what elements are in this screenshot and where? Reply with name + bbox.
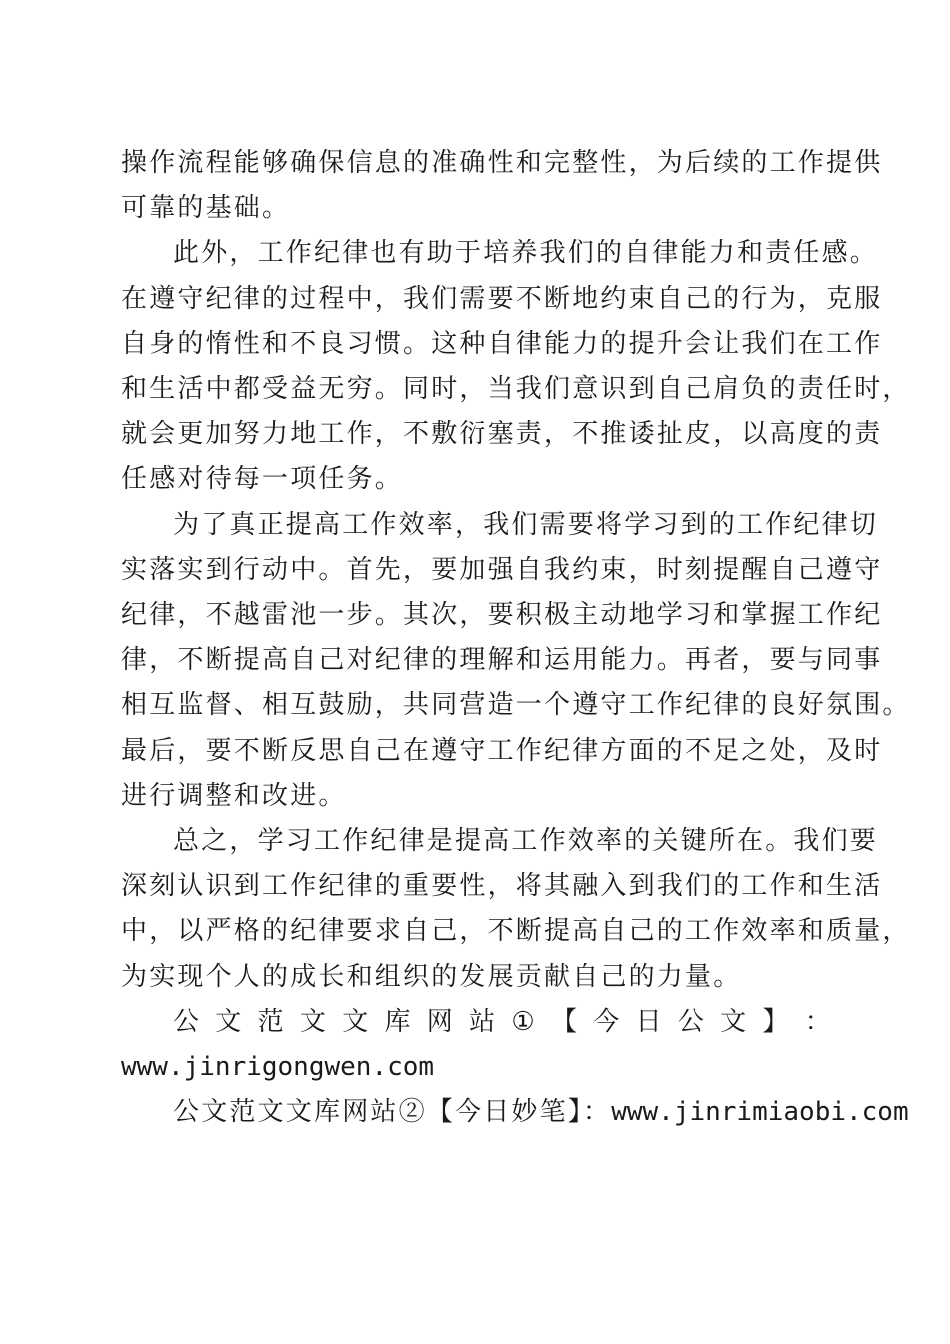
label-char: 公: [173, 1006, 202, 1037]
text-line: 可靠的基础。: [121, 193, 291, 224]
paragraph-2: [121, 231, 911, 502]
label-char: 库: [384, 1006, 413, 1037]
text-line: 律，不断提高自己对纪律的理解和运用能力。再者，要与同事: [121, 645, 883, 676]
text-line: 总之，学习工作纪律是提高工作效率的关键所在。我们要: [173, 826, 879, 857]
label-char: 今: [593, 1006, 622, 1037]
label-char: 文: [720, 1006, 749, 1037]
text-line: 实落实到行动中。首先，要加强自我约束，时刻提醒自己遵守: [121, 554, 883, 585]
label-char: 】: [762, 1006, 791, 1037]
label-char: 文: [215, 1006, 244, 1037]
label-char: 网: [426, 1006, 455, 1037]
label-char: 文: [299, 1006, 329, 1037]
paragraph-4: [121, 819, 911, 1000]
text-line: 相互监督、相互鼓励，共同营造一个遵守工作纪律的良好氛围。: [121, 690, 911, 721]
text-line: 操作流程能够确保信息的准确性和完整性，为后续的工作提供: [121, 148, 883, 178]
label-char: 站: [469, 1006, 498, 1037]
label-char: 文: [342, 1006, 371, 1037]
text-line: 最后，要不断反思自己在遵守工作纪律方面的不足之处，及时: [121, 735, 883, 766]
footer-link-2: [121, 1090, 909, 1135]
footer-link-1-label: [121, 1000, 833, 1045]
footer-link-1: [121, 1000, 833, 1090]
text-line: 中，以严格的纪律要求自己，不断提高自己的工作效率和质量，: [121, 916, 911, 947]
label-char: 日: [635, 1006, 664, 1037]
text-line: 为实现个人的成长和组织的发展贡献自己的力量。: [121, 961, 742, 992]
text-line: 任感对待每一项任务。: [121, 464, 404, 495]
document-body: [121, 141, 911, 1135]
text-line: 此外，工作纪律也有助于培养我们的自律能力和责任感。: [173, 238, 879, 269]
text-line: 在遵守纪律的过程中，我们需要不断地约束自己的行为，克服: [121, 283, 883, 314]
text-line: 和生活中都受益无穷。同时，当我们意识到自己肩负的责任时，: [121, 374, 911, 405]
paragraph-1: [121, 141, 883, 231]
text-line: 为了真正提高工作效率，我们需要将学习到的工作纪律切: [173, 509, 879, 540]
paragraph-3: [121, 503, 911, 819]
footer-link-1-url[interactable]: www.jinrigongwen.com: [121, 1052, 435, 1083]
label-char: 【: [550, 1006, 580, 1037]
label-char: 公: [677, 1006, 707, 1037]
text-line: 进行调整和改进。: [121, 780, 347, 811]
footer-link-2-label: 公文范文文库网站②【今日妙笔】：: [173, 1097, 612, 1128]
text-line: 就会更加努力地工作，不敷衍塞责，不推诿扯皮，以高度的责: [121, 419, 883, 450]
label-char: 范: [257, 1006, 286, 1037]
footer-link-2-url[interactable]: www.jinrimiaobi.com: [611, 1097, 909, 1128]
text-line: 深刻认识到工作纪律的重要性，将其融入到我们的工作和生活: [121, 871, 883, 902]
text-line: 自身的惰性和不良习惯。这种自律能力的提升会让我们在工作: [121, 328, 883, 359]
label-char: ①: [511, 1006, 537, 1037]
text-line: 纪律，不越雷池一步。其次，要积极主动地学习和掌握工作纪: [121, 600, 883, 631]
label-char: ：: [804, 1006, 833, 1037]
